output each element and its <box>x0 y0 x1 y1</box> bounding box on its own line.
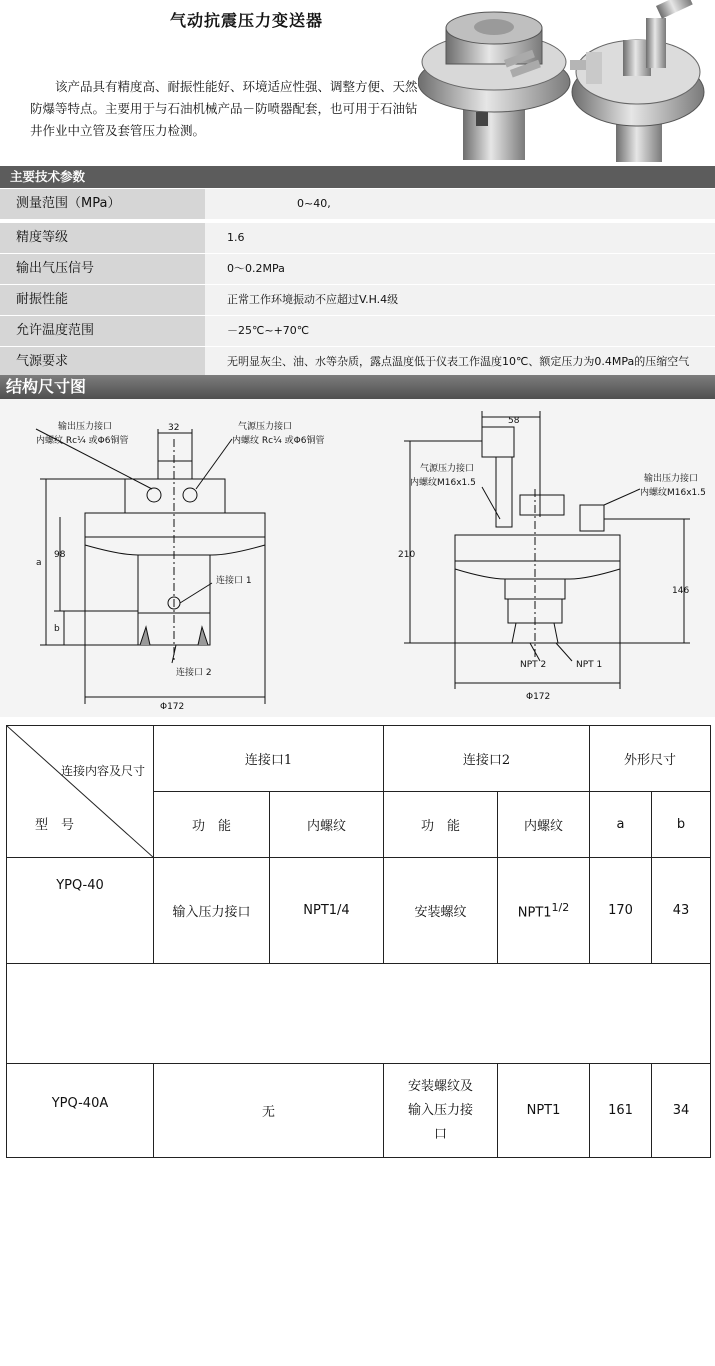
structure-header: 结构尺寸图 <box>0 375 715 399</box>
table-corner-header <box>7 726 154 858</box>
header-a: a <box>590 792 652 858</box>
dim-210: 210 <box>398 550 416 560</box>
label-output-thread-right: 内螺纹M16x1.5 <box>640 488 706 498</box>
dim-a: a <box>36 558 42 568</box>
spec-value: 1.6 <box>205 223 715 253</box>
label-npt2: NPT 2 <box>520 660 547 670</box>
spec-value: 0~40, <box>205 189 715 219</box>
corner-top-label: 连接内容及尺寸 <box>60 764 145 778</box>
dim-98: 98 <box>54 550 66 560</box>
c2-function-cell: 安装螺纹 <box>384 858 498 964</box>
model-cell: YPQ-40 <box>7 858 154 964</box>
spec-label: 允许温度范围 <box>16 323 95 338</box>
label-output-port: 输出压力接口 <box>58 422 113 432</box>
label-connection-1: 连接口 1 <box>216 576 252 586</box>
blank-cell <box>7 964 711 1064</box>
header-function: 功 能 <box>154 792 270 858</box>
label-air-thread: 内螺纹 Rc¼ 或Φ6铜管 <box>232 436 325 446</box>
c2-thread-fraction: 1/2 <box>551 900 570 914</box>
c2-thread-cell: NPT1 <box>498 1064 590 1158</box>
product-intro: 该产品具有精度高、耐振性能好、环境适应性强、调整方便、天然防爆等特点。主要用于与石油机械产品－防喷器配套，也可用于石油钻井作业中立管及套管压力检测。 <box>30 79 418 138</box>
structure-drawing <box>0 399 715 717</box>
spec-value: 无明显灰尘、油、水等杂质，露点温度低于仪表工作温度10℃、额定压力为0.4MPa的压缩空气 <box>205 347 715 377</box>
header-connection-1: 连接口1 <box>154 726 384 792</box>
model-cell: YPQ-40A <box>7 1064 154 1158</box>
diagonal-divider <box>7 726 154 858</box>
model-table <box>6 725 711 1158</box>
product-photo-left <box>418 12 570 160</box>
product-photo-right <box>570 0 704 162</box>
spec-row <box>0 254 715 285</box>
page-title: 气动抗震压力变送器 <box>170 11 324 30</box>
spec-value: －25℃~+70℃ <box>205 316 715 346</box>
dim-b-cell: 43 <box>652 858 711 964</box>
label-output-thread: 内螺纹 Rc¼ 或Φ6铜管 <box>36 436 129 446</box>
header-thread: 内螺纹 <box>498 792 590 858</box>
spec-row <box>0 316 715 347</box>
table-blank-row <box>7 964 711 1064</box>
header-outline: 外形尺寸 <box>590 726 711 792</box>
dim-a-cell: 170 <box>590 858 652 964</box>
dim-58: 58 <box>508 416 520 426</box>
label-air-port: 气源压力接口 <box>238 422 293 432</box>
spec-label: 气源要求 <box>16 354 69 369</box>
label-npt1: NPT 1 <box>576 660 603 670</box>
spec-row <box>0 285 715 316</box>
dim-diameter-right: Φ172 <box>526 692 551 702</box>
corner-bottom-label: 型 号 <box>35 818 75 833</box>
spec-value: 0～0.2MPa <box>205 254 715 284</box>
table-row <box>7 1064 711 1158</box>
spec-label: 精度等级 <box>16 230 69 245</box>
dim-32: 32 <box>168 423 180 433</box>
spec-label: 输出气压信号 <box>16 261 95 276</box>
c1-function-cell: 输入压力接口 <box>154 858 270 964</box>
label-air-thread-right: 内螺纹M16x1.5 <box>410 478 476 488</box>
label-output-port-right: 输出压力接口 <box>644 474 699 484</box>
dim-b-cell: 34 <box>652 1064 711 1158</box>
dim-a-cell: 161 <box>590 1064 652 1158</box>
c1-merged-cell: 无 <box>154 1064 384 1158</box>
header-function: 功 能 <box>384 792 498 858</box>
table-row <box>7 858 711 964</box>
dim-diameter-left: Φ172 <box>160 702 185 712</box>
spec-row <box>0 189 715 220</box>
spec-label: 测量范围（MPa） <box>16 196 121 211</box>
dim-b: b <box>54 624 60 634</box>
c2-thread-cell <box>498 858 590 964</box>
c1-thread-cell: NPT1/4 <box>270 858 384 964</box>
header-thread: 内螺纹 <box>270 792 384 858</box>
c2-thread-main: NPT1 <box>517 905 552 921</box>
product-photos <box>418 0 715 165</box>
header-b: b <box>652 792 711 858</box>
header-connection-2: 连接口2 <box>384 726 590 792</box>
spec-row <box>0 223 715 254</box>
spec-value: 正常工作环境振动不应超过V.H.4级 <box>205 285 715 315</box>
c2-function-cell: 安装螺纹及输入压力接口 <box>384 1064 498 1158</box>
spec-header: 主要技术参数 <box>0 166 715 188</box>
spec-label: 耐振性能 <box>16 292 69 307</box>
spec-row <box>0 347 715 378</box>
label-connection-2: 连接口 2 <box>176 668 212 678</box>
label-air-port-right: 气源压力接口 <box>420 464 475 474</box>
dim-146: 146 <box>672 586 690 596</box>
